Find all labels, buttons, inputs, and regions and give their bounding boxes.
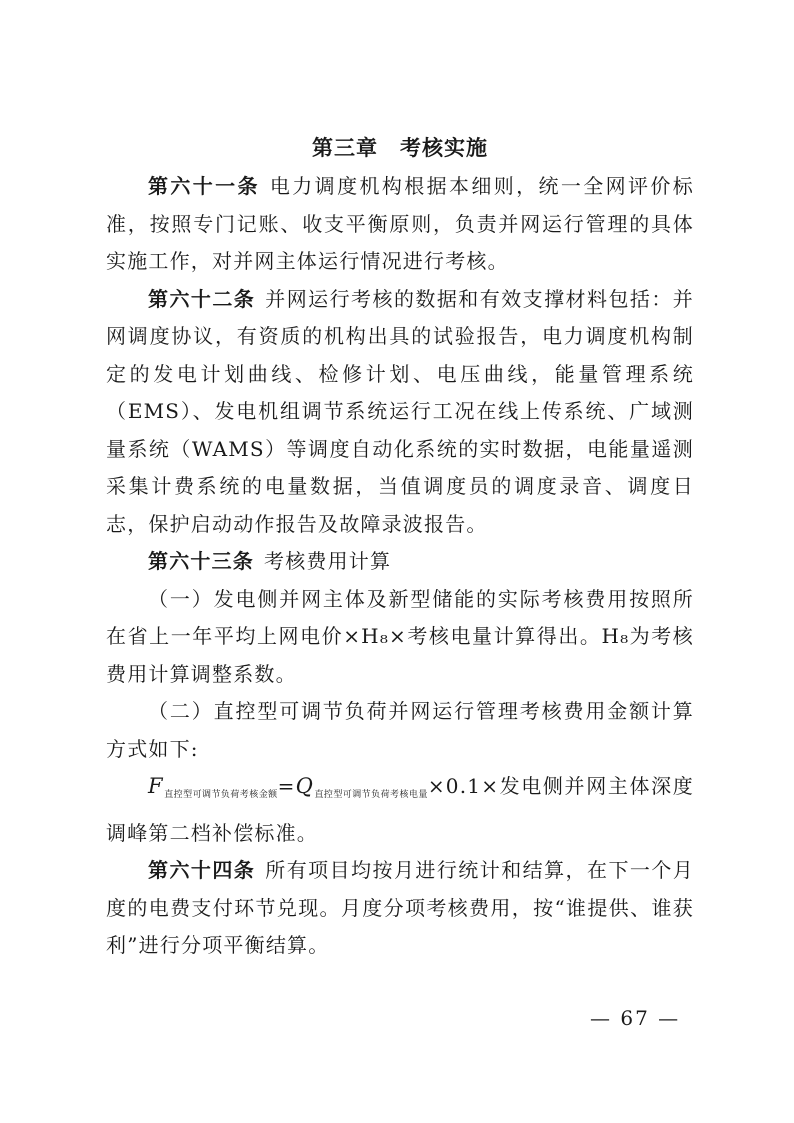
article-63-text: 考核费用计算 [264, 549, 392, 573]
page-number: — 67 — [590, 1006, 681, 1030]
chapter-title: 考核实施 [400, 136, 488, 160]
formula-q-subscript: 直控型可调节负荷考核电量 [314, 790, 428, 800]
article-64-label: 第六十四条 [148, 858, 256, 882]
article-62-label: 第六十二条 [148, 286, 256, 311]
chapter-label: 第三章 [312, 136, 378, 160]
formula-q-symbol: Q [295, 774, 314, 798]
article-62-text: 并网运行考核的数据和有效支撑材料包括：并网调度协议，有资质的机构出具的试验报告，电力调度机构制定的发电计划曲线、检修计划、电压曲线，能量管理系统（EMS）、发电机组调节系统运行工况在线上传系统、广域测量系统（WAMS）等调度自动化系统的实时数据，电能量遥测采集计费系统的电量数据，当值调度员的调度录音、调度日志，保护启动动作报告及故障录波报告。 [106, 286, 694, 536]
article-64 [106, 852, 694, 965]
article-63-item-2: （二）直控型可调节负荷并网运行管理考核费用金额计算方式如下: [106, 699, 694, 761]
formula-equals: = [277, 774, 296, 798]
article-61 [106, 168, 694, 281]
article-61-text: 电力调度机构根据本细则，统一全网评价标准，按照专门记账、收支平衡原则，负责并网运行管理的具体实施工作，对并网主体运行情况进行考核。 [106, 174, 694, 273]
article-63-item-1: （一）发电侧并网主体及新型储能的实际考核费用按照所在省上一年平均上网电价×H₈×考核电量计算得出。H₈为考核费用计算调整系数。 [106, 586, 694, 686]
article-62 [106, 281, 694, 544]
document-body [106, 128, 694, 965]
chapter-heading [106, 128, 694, 168]
article-63-formula [106, 768, 694, 852]
article-61-label: 第六十一条 [148, 174, 260, 198]
article-63 [106, 543, 694, 581]
formula-f-symbol: F [148, 774, 164, 798]
formula-f-subscript: 直控型可调节负荷考核金额 [163, 790, 278, 800]
article-64-text: 所有项目均按月进行统计和结算，在下一个月度的电费支付环节兑现。月度分项考核费用，按“谁提供、谁获利”进行分项平衡结算。 [106, 858, 694, 957]
article-63-label: 第六十三条 [148, 549, 254, 573]
formula-tail: ×0.1×发电侧并网主体深度调峰第二档补偿标准。 [106, 774, 694, 845]
